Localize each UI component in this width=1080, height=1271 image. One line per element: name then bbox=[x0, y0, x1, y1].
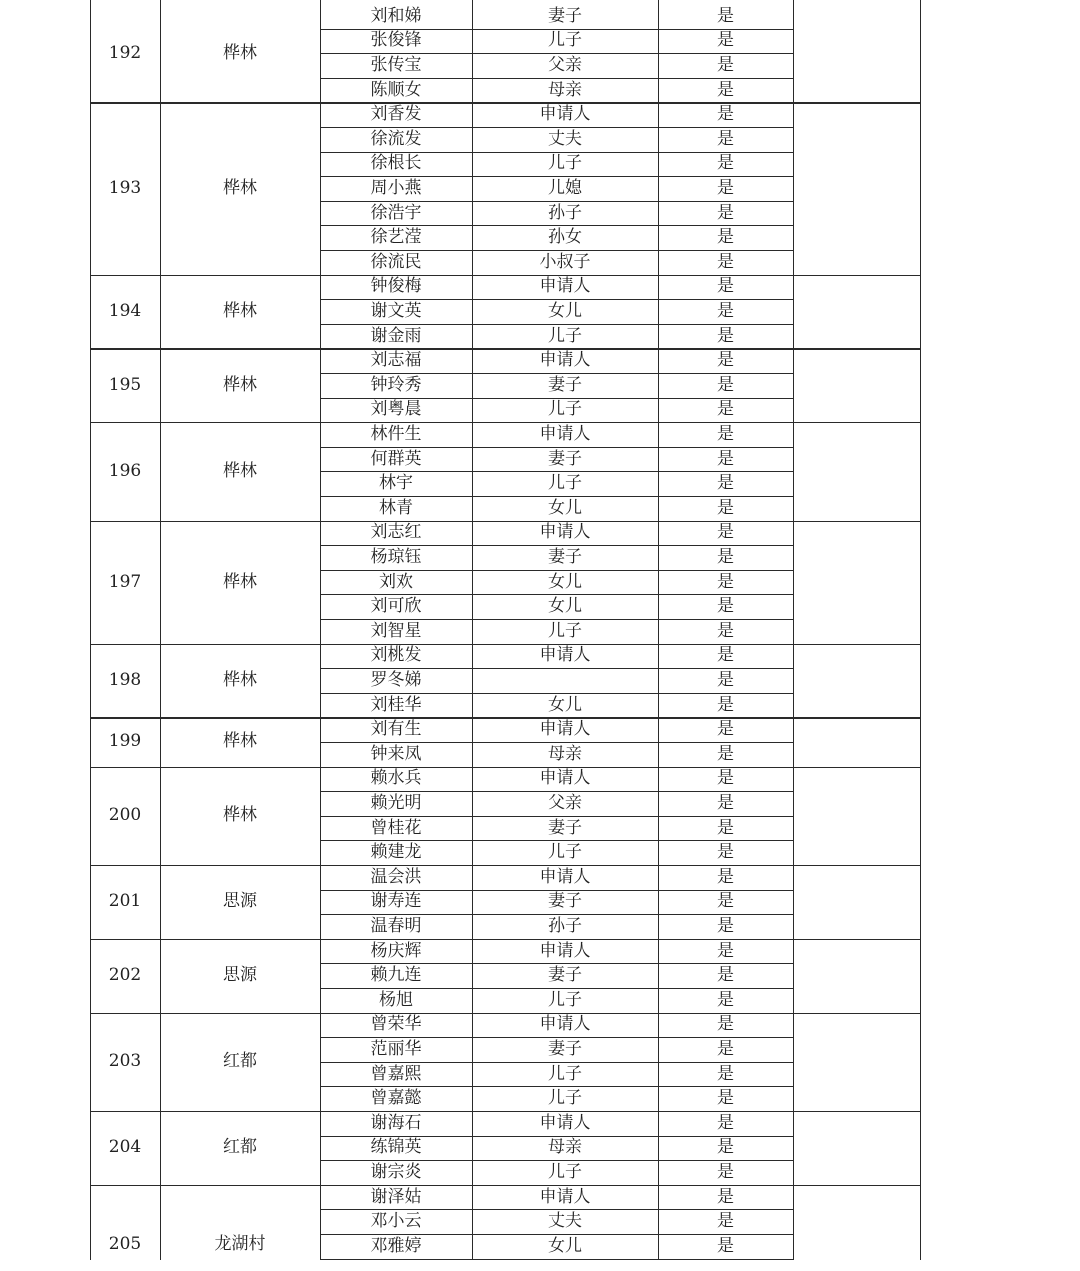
member-relation: 申请人 bbox=[539, 276, 591, 297]
member-flag: 是 bbox=[717, 374, 734, 395]
member-name: 赖水兵 bbox=[370, 768, 422, 789]
row-divider bbox=[320, 324, 793, 325]
member-name: 钟来凤 bbox=[370, 743, 422, 764]
household-number: 194 bbox=[108, 300, 142, 321]
row-divider bbox=[320, 29, 793, 30]
member-relation: 申请人 bbox=[539, 645, 591, 666]
member-name: 徐根长 bbox=[370, 153, 422, 174]
row-divider bbox=[320, 373, 793, 374]
member-flag: 是 bbox=[717, 842, 734, 863]
member-flag: 是 bbox=[717, 177, 734, 198]
member-name: 谢金雨 bbox=[370, 325, 422, 346]
member-name: 曾桂花 bbox=[370, 817, 422, 838]
row-divider bbox=[320, 299, 793, 300]
column-divider bbox=[472, 0, 473, 1260]
row-divider bbox=[320, 840, 793, 841]
member-name: 谢海石 bbox=[370, 1112, 422, 1133]
member-name: 谢泽姑 bbox=[370, 1186, 422, 1207]
member-name: 曾嘉懿 bbox=[370, 1088, 422, 1109]
household-number: 201 bbox=[108, 891, 142, 912]
row-divider bbox=[320, 201, 793, 202]
row-divider bbox=[320, 53, 793, 54]
member-name: 谢寿连 bbox=[370, 891, 422, 912]
member-flag: 是 bbox=[717, 1112, 734, 1133]
member-relation: 妻子 bbox=[548, 891, 582, 912]
member-flag: 是 bbox=[717, 768, 734, 789]
member-name: 杨旭 bbox=[379, 989, 413, 1010]
member-flag: 是 bbox=[717, 300, 734, 321]
member-flag: 是 bbox=[717, 596, 734, 617]
member-name: 刘志福 bbox=[370, 350, 422, 371]
member-flag: 是 bbox=[717, 891, 734, 912]
member-name: 林青 bbox=[379, 497, 413, 518]
member-relation: 妻子 bbox=[548, 817, 582, 838]
member-name: 张俊锋 bbox=[370, 30, 422, 51]
member-flag: 是 bbox=[717, 153, 734, 174]
row-divider bbox=[320, 914, 793, 915]
member-name: 赖建龙 bbox=[370, 842, 422, 863]
member-name: 邓小云 bbox=[370, 1211, 422, 1232]
member-relation: 女儿 bbox=[548, 1235, 582, 1256]
member-relation: 女儿 bbox=[548, 694, 582, 715]
member-flag: 是 bbox=[717, 251, 734, 272]
column-divider bbox=[658, 0, 659, 1260]
member-name: 刘桃发 bbox=[370, 645, 422, 666]
member-relation: 女儿 bbox=[548, 300, 582, 321]
row-divider bbox=[320, 742, 793, 743]
village-name: 红都 bbox=[223, 1051, 257, 1072]
member-flag: 是 bbox=[717, 128, 734, 149]
member-relation: 儿子 bbox=[548, 399, 582, 420]
member-flag: 是 bbox=[717, 571, 734, 592]
member-relation: 儿子 bbox=[548, 1063, 582, 1084]
member-relation: 母亲 bbox=[548, 1137, 582, 1158]
household-number: 203 bbox=[108, 1051, 142, 1072]
member-relation: 丈夫 bbox=[548, 1211, 582, 1232]
row-divider bbox=[320, 1234, 793, 1235]
member-relation: 申请人 bbox=[539, 350, 591, 371]
member-flag: 是 bbox=[717, 1088, 734, 1109]
member-flag: 是 bbox=[717, 1211, 734, 1232]
member-flag: 是 bbox=[717, 1014, 734, 1035]
row-divider bbox=[320, 1086, 793, 1087]
member-name: 林件生 bbox=[370, 423, 422, 444]
member-flag: 是 bbox=[717, 915, 734, 936]
village-name: 思源 bbox=[223, 965, 257, 986]
row-divider bbox=[320, 250, 793, 251]
member-name: 赖光明 bbox=[370, 792, 422, 813]
member-relation: 申请人 bbox=[539, 719, 591, 740]
column-divider bbox=[90, 0, 91, 1260]
row-divider bbox=[320, 471, 793, 472]
column-divider bbox=[160, 0, 161, 1260]
household-number: 197 bbox=[108, 571, 142, 592]
household-number: 202 bbox=[108, 965, 142, 986]
member-relation: 申请人 bbox=[539, 104, 591, 125]
member-relation: 儿子 bbox=[548, 620, 582, 641]
member-flag: 是 bbox=[717, 104, 734, 125]
member-flag: 是 bbox=[717, 1161, 734, 1182]
village-name: 桦林 bbox=[223, 571, 257, 592]
member-name: 杨庆辉 bbox=[370, 940, 422, 961]
column-divider bbox=[920, 0, 921, 1260]
member-relation: 儿子 bbox=[548, 1088, 582, 1109]
household-number: 200 bbox=[108, 805, 142, 826]
village-name: 桦林 bbox=[223, 177, 257, 198]
member-relation: 母亲 bbox=[548, 743, 582, 764]
member-name: 刘桂华 bbox=[370, 694, 422, 715]
member-flag: 是 bbox=[717, 1038, 734, 1059]
member-relation: 女儿 bbox=[548, 497, 582, 518]
member-name: 刘香发 bbox=[370, 104, 422, 125]
member-name: 温春明 bbox=[370, 915, 422, 936]
member-flag: 是 bbox=[717, 817, 734, 838]
member-flag: 是 bbox=[717, 694, 734, 715]
member-flag: 是 bbox=[717, 79, 734, 100]
member-flag: 是 bbox=[717, 1137, 734, 1158]
row-divider bbox=[320, 988, 793, 989]
member-flag: 是 bbox=[717, 350, 734, 371]
member-relation: 儿子 bbox=[548, 989, 582, 1010]
household-number: 196 bbox=[108, 460, 142, 481]
row-divider bbox=[320, 570, 793, 571]
row-divider bbox=[320, 496, 793, 497]
row-divider bbox=[320, 1062, 793, 1063]
member-relation: 妻子 bbox=[548, 965, 582, 986]
member-name: 何群英 bbox=[370, 448, 422, 469]
member-name: 陈顺女 bbox=[370, 79, 422, 100]
row-divider bbox=[320, 447, 793, 448]
row-divider bbox=[320, 152, 793, 153]
member-flag: 是 bbox=[717, 227, 734, 248]
member-name: 范丽华 bbox=[370, 1038, 422, 1059]
member-relation: 申请人 bbox=[539, 1186, 591, 1207]
member-relation: 儿媳 bbox=[548, 177, 582, 198]
household-number: 198 bbox=[108, 669, 142, 690]
village-name: 思源 bbox=[223, 891, 257, 912]
row-divider bbox=[320, 594, 793, 595]
member-relation: 母亲 bbox=[548, 79, 582, 100]
member-relation: 妻子 bbox=[548, 1038, 582, 1059]
member-flag: 是 bbox=[717, 620, 734, 641]
member-relation: 女儿 bbox=[548, 596, 582, 617]
member-relation: 父亲 bbox=[548, 792, 582, 813]
member-relation: 申请人 bbox=[539, 1112, 591, 1133]
row-divider bbox=[320, 78, 793, 79]
member-relation: 妻子 bbox=[548, 448, 582, 469]
row-divider bbox=[320, 398, 793, 399]
member-relation: 申请人 bbox=[539, 866, 591, 887]
village-name: 桦林 bbox=[223, 300, 257, 321]
member-flag: 是 bbox=[717, 546, 734, 567]
member-flag: 是 bbox=[717, 5, 734, 26]
member-name: 刘志红 bbox=[370, 522, 422, 543]
row-divider bbox=[320, 1160, 793, 1161]
member-name: 温会洪 bbox=[370, 866, 422, 887]
member-flag: 是 bbox=[717, 940, 734, 961]
member-flag: 是 bbox=[717, 522, 734, 543]
row-divider bbox=[320, 545, 793, 546]
village-name: 龙湖村 bbox=[214, 1233, 266, 1254]
member-name: 钟玲秀 bbox=[370, 374, 422, 395]
member-name: 刘欢 bbox=[379, 571, 413, 592]
member-relation: 妻子 bbox=[548, 546, 582, 567]
row-divider bbox=[320, 816, 793, 817]
village-name: 红都 bbox=[223, 1137, 257, 1158]
member-name: 曾荣华 bbox=[370, 1014, 422, 1035]
member-flag: 是 bbox=[717, 792, 734, 813]
member-relation: 申请人 bbox=[539, 768, 591, 789]
household-number: 193 bbox=[108, 177, 142, 198]
member-relation: 妻子 bbox=[548, 374, 582, 395]
member-flag: 是 bbox=[717, 448, 734, 469]
member-name: 邓雅婷 bbox=[370, 1235, 422, 1256]
member-name: 谢文英 bbox=[370, 300, 422, 321]
member-flag: 是 bbox=[717, 423, 734, 444]
village-name: 桦林 bbox=[223, 805, 257, 826]
member-flag: 是 bbox=[717, 989, 734, 1010]
member-name: 谢宗炎 bbox=[370, 1161, 422, 1182]
member-flag: 是 bbox=[717, 30, 734, 51]
member-relation: 儿子 bbox=[548, 842, 582, 863]
member-relation: 申请人 bbox=[539, 940, 591, 961]
household-number: 205 bbox=[108, 1233, 142, 1254]
village-name: 桦林 bbox=[223, 374, 257, 395]
member-flag: 是 bbox=[717, 276, 734, 297]
row-divider bbox=[320, 693, 793, 694]
member-name: 徐浩宇 bbox=[370, 202, 422, 223]
member-flag: 是 bbox=[717, 325, 734, 346]
member-relation: 孙女 bbox=[548, 227, 582, 248]
member-flag: 是 bbox=[717, 473, 734, 494]
member-name: 杨琼钰 bbox=[370, 546, 422, 567]
village-name: 桦林 bbox=[223, 42, 257, 63]
row-divider bbox=[320, 127, 793, 128]
member-flag: 是 bbox=[717, 866, 734, 887]
member-relation: 女儿 bbox=[548, 571, 582, 592]
member-relation: 儿子 bbox=[548, 325, 582, 346]
member-relation: 妻子 bbox=[548, 5, 582, 26]
member-flag: 是 bbox=[717, 669, 734, 690]
row-divider bbox=[320, 176, 793, 177]
member-relation: 儿子 bbox=[548, 153, 582, 174]
member-flag: 是 bbox=[717, 743, 734, 764]
household-number: 199 bbox=[108, 731, 142, 752]
member-name: 徐艺滢 bbox=[370, 227, 422, 248]
member-name: 钟俊梅 bbox=[370, 276, 422, 297]
village-name: 桦林 bbox=[223, 731, 257, 752]
member-name: 周小燕 bbox=[370, 177, 422, 198]
column-divider bbox=[320, 0, 321, 1260]
member-name: 徐流民 bbox=[370, 251, 422, 272]
member-flag: 是 bbox=[717, 1235, 734, 1256]
member-flag: 是 bbox=[717, 719, 734, 740]
member-name: 曾嘉熙 bbox=[370, 1063, 422, 1084]
member-relation: 孙子 bbox=[548, 915, 582, 936]
row-divider bbox=[320, 963, 793, 964]
member-relation bbox=[472, 668, 658, 693]
member-relation: 申请人 bbox=[539, 1014, 591, 1035]
row-divider bbox=[320, 1209, 793, 1210]
member-relation: 小叔子 bbox=[539, 251, 591, 272]
member-relation: 儿子 bbox=[548, 1161, 582, 1182]
row-divider bbox=[320, 619, 793, 620]
member-flag: 是 bbox=[717, 1063, 734, 1084]
member-name: 练锦英 bbox=[370, 1137, 422, 1158]
member-name: 刘可欣 bbox=[370, 596, 422, 617]
row-divider bbox=[320, 225, 793, 226]
member-name: 赖九连 bbox=[370, 965, 422, 986]
member-name: 刘有生 bbox=[370, 719, 422, 740]
member-name: 刘和娣 bbox=[370, 5, 422, 26]
column-divider bbox=[793, 0, 794, 1260]
member-relation: 孙子 bbox=[548, 202, 582, 223]
member-flag: 是 bbox=[717, 645, 734, 666]
member-flag: 是 bbox=[717, 399, 734, 420]
member-name: 刘智星 bbox=[370, 620, 422, 641]
row-divider bbox=[320, 1136, 793, 1137]
member-flag: 是 bbox=[717, 202, 734, 223]
member-relation: 丈夫 bbox=[548, 128, 582, 149]
member-name: 刘粤晨 bbox=[370, 399, 422, 420]
member-relation: 儿子 bbox=[548, 30, 582, 51]
row-divider bbox=[320, 791, 793, 792]
member-relation: 申请人 bbox=[539, 423, 591, 444]
household-number: 204 bbox=[108, 1137, 142, 1158]
village-name: 桦林 bbox=[223, 460, 257, 481]
row-divider bbox=[320, 1037, 793, 1038]
member-relation: 父亲 bbox=[548, 54, 582, 75]
member-name: 林宇 bbox=[379, 473, 413, 494]
member-relation: 申请人 bbox=[539, 522, 591, 543]
member-flag: 是 bbox=[717, 1186, 734, 1207]
member-flag: 是 bbox=[717, 54, 734, 75]
village-name: 桦林 bbox=[223, 669, 257, 690]
member-name: 张传宝 bbox=[370, 54, 422, 75]
member-flag: 是 bbox=[717, 497, 734, 518]
member-flag: 是 bbox=[717, 965, 734, 986]
row-divider bbox=[320, 668, 793, 669]
household-number: 192 bbox=[108, 42, 142, 63]
member-name: 徐流发 bbox=[370, 128, 422, 149]
household-number: 195 bbox=[108, 374, 142, 395]
member-relation: 儿子 bbox=[548, 473, 582, 494]
member-name: 罗冬娣 bbox=[370, 669, 422, 690]
table-bottom-line bbox=[320, 1259, 793, 1260]
row-divider bbox=[320, 890, 793, 891]
